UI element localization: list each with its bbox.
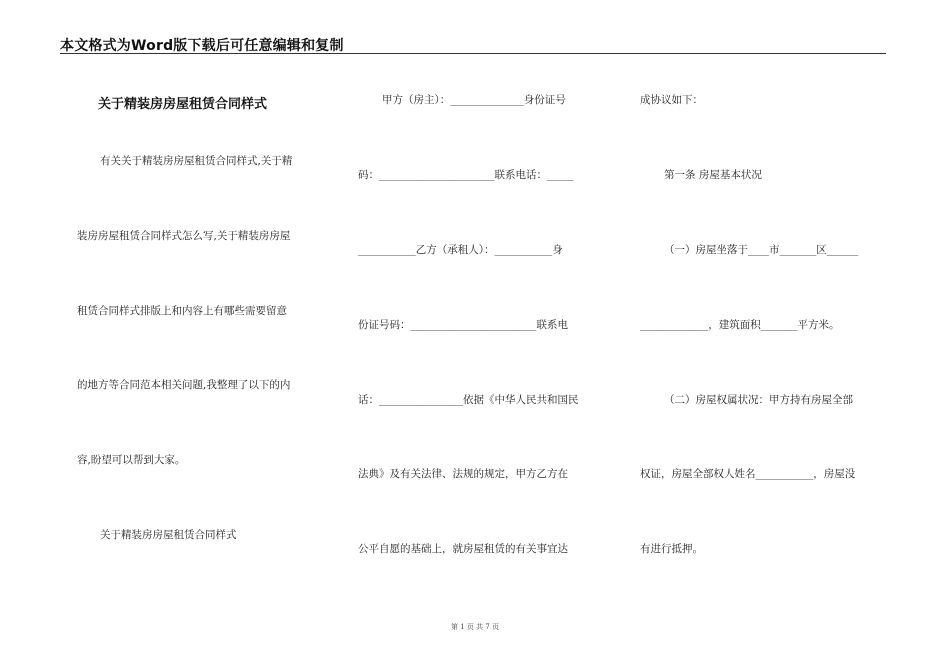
column3-line-4: _____________，建筑面积_______平方米。 xyxy=(640,319,840,331)
header-title: 本文格式为Word版下载后可任意编辑和复制 xyxy=(60,38,344,54)
page-number: 第 1 页 共 7 页 xyxy=(450,623,500,631)
column1-line-3: 租赁合同样式排版上和内容上有哪些需要留意 xyxy=(77,305,287,317)
column1-line-6: 关于精装房房屋租赁合同样式 xyxy=(100,529,237,541)
column3-line-2: 第一条 房屋基本状况 xyxy=(664,169,762,181)
column2-line-5: 话：________________依据《中华人民共和国民 xyxy=(358,394,579,406)
document-title: 关于精装房房屋租赁合同样式 xyxy=(98,97,268,112)
column3-line-7: 有进行抵押。 xyxy=(640,543,703,555)
column1-line-5: 容,盼望可以帮到大家。 xyxy=(77,454,186,466)
column1-line-2: 装房房屋租赁合同样式怎么写,关于精装房房屋 xyxy=(77,230,291,242)
column2-line-6: 法典》及有关法律、法规的规定，甲方乙方在 xyxy=(358,468,568,480)
column3-line-5: （二）房屋权属状况：甲方持有房屋全部 xyxy=(664,394,853,406)
column2-line-1: 甲方（房主）：______________身份证号 xyxy=(382,94,566,106)
column3-line-3: （一）房屋坐落于____市_______区______ xyxy=(664,244,859,256)
column1-line-1: 有关关于精装房房屋租赁合同样式,关于精 xyxy=(100,155,293,167)
header-divider xyxy=(60,53,886,54)
column3-line-1: 成协议如下： xyxy=(640,94,703,106)
column3-line-6: 权证，房屋全部权人姓名___________，房屋没 xyxy=(640,468,856,480)
column1-line-4: 的地方等合同范本相关问题,我整理了以下的内 xyxy=(77,379,291,391)
column2-line-3: ___________乙方（承租人）：___________身 xyxy=(358,244,563,256)
column2-line-2: 码：______________________联系电话：_____ xyxy=(358,169,574,181)
column2-line-4: 份证号码：________________________联系电 xyxy=(358,319,568,331)
column2-line-7: 公平自愿的基础上，就房屋租赁的有关事宜达 xyxy=(358,543,568,555)
